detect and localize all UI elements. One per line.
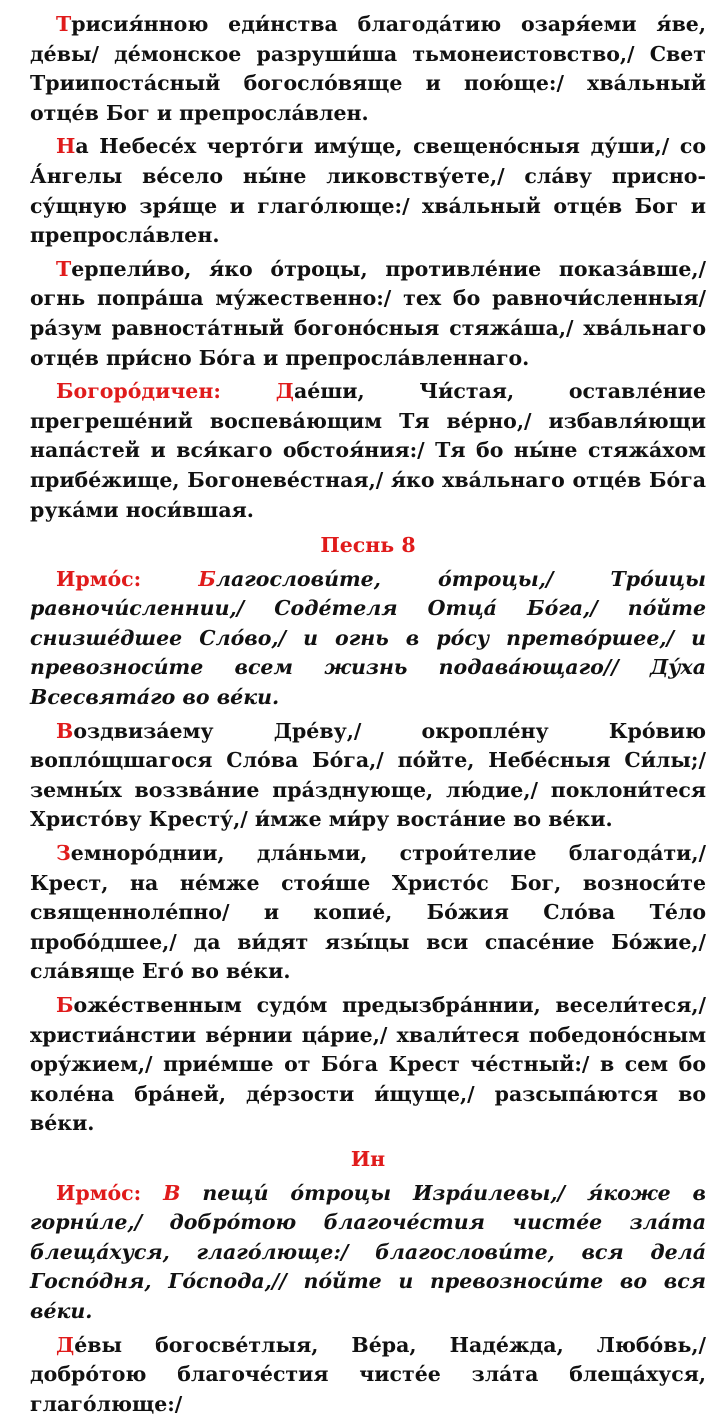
red-initial: Б [56, 993, 74, 1017]
red-initial: В [163, 1180, 181, 1205]
song-8-verse-1 [30, 717, 706, 835]
red-initial: З [56, 841, 71, 866]
song-8-verse-3 [30, 991, 706, 1139]
verse-text: оже́ственным судо́м предызбра́ннии, весели́теся,/ христиа́нстии ве́рнии ца́рие,/ хвали́теся победоно́сным ору́жием,/ прие́мше от Бо́га Крест че́стный:/ в сем бо коле́на бра́ней, де́рзости и́щуще,/ разсыпа́ются во ве́ки. [30, 993, 706, 1136]
in-heading: Ин [350, 1146, 386, 1171]
troparion-text: а Небесе́х черто́ги иму́ще, свещено́сныя ду́ши,/ со А́нгелы ве́село ны́не ликовству́ете,/ сла́ву присно-су́щную зря́ще и глаго́люще:/ хва́льный отце́в Бог и препросла́влен. [30, 134, 706, 248]
red-initial: Т [56, 256, 72, 281]
troparion-3 [30, 255, 706, 373]
troparion-1 [30, 10, 706, 128]
red-initial: Т [56, 12, 72, 36]
red-initial: Д [56, 1332, 75, 1357]
irmos-label: Ирмо́с: [56, 1180, 164, 1205]
verse-text: оздвиза́ему Дре́ву,/ окропле́ну Кро́вию вопло́щшагося Сло́ва Бо́га,/ по́йте, Небе́сныя Си́лы;/ земны́х воззва́ние пра́зднующе, лю́дие,/ поклони́теся Христо́ву Кресту́,/ и́мже ми́ру воста́ние во ве́ки. [30, 718, 706, 832]
verse-text: е́вы богосве́тлыя, Ве́ра, Наде́жда, Любо́вь,/ добро́тою благоче́стия чисте́е зла́та блеща́хуся, глаго́люще:/ [30, 1332, 706, 1416]
irmos-text: пещи́ о́троцы Изра́илевы,/ я́коже в горни́ле,/ добро́тою благоче́стия чисте́е зла́та блеща́хуся, глаго́люще:/ благослови́те, вся дела́ Госпо́дня, Го́спода,// по́йте и превозноси́те во вся ве́ки. [30, 1180, 706, 1323]
red-initial: Н [56, 134, 76, 159]
song-8-irmos [30, 565, 706, 713]
song-8-verse-2 [30, 839, 706, 987]
troparion-text: рисия́нною еди́нства благода́тию озаря́еми я́ве, де́вы/ де́монское разруши́ша тьмонеистовство,/ Свет Триипоста́сный богосло́вяще и пою́ще:/ хва́льный отце́в Бог и препросла́влен. [30, 12, 706, 125]
troparion-text: ерпели́во, я́ко о́троцы, противле́ние показа́вше,/ огнь попра́ша му́жественно:/ тех бо равночи́сленныя/ ра́зум равноста́тный богоно́сныя стяжа́ша,/ хва́льнаго отце́в при́сно Бо́га и препросла́вленнаго. [30, 256, 706, 370]
in-irmos [30, 1179, 706, 1327]
theotokion-label: Богоро́дичен: Д [56, 379, 294, 404]
verse-text: емноро́днии, дла́ньми, строи́телие благода́ти,/ Крест, на не́мже стоя́ше Христо́с Бог, возноси́те священноле́пно/ и копие́, Бо́жия Сло́ва Те́ло пробо́дшее,/ да ви́дят язы́цы вси спасе́ние Бо́жие,/ сла́вяще Его́ во ве́ки. [30, 841, 706, 984]
red-initial: В [56, 718, 74, 743]
theotokion-text: ае́ши, Чи́стая, оставле́ние прегреше́ний воспева́ющим Тя ве́рно,/ избавля́ющи напа́стей и вся́каго обстоя́ния:/ Тя бо ны́не стяжа́хом прибе́жище, Богоневе́стная,/ я́ко хва́льнаго отце́в Бо́га рука́ми носи́вшая. [30, 379, 706, 522]
irmos-label: Ирмо́с: [56, 566, 199, 591]
in-verse-1 [30, 1331, 706, 1419]
troparion-2 [30, 132, 706, 250]
red-initial: Б [198, 566, 216, 591]
theotokion [30, 377, 706, 525]
song-8-heading: Песнь 8 [320, 533, 416, 558]
irmos-text: лагослови́те, о́троцы,/ Тро́ицы равночи́сленнии,/ Соде́теля Отца́ Бо́га,/ по́йте снизше́дшее Сло́во,/ и огнь в ро́су претво́ршее,/ и превозноси́те всем жизнь подава́ющаго// Ду́ха Всесвята́го во ве́ки. [30, 566, 707, 710]
